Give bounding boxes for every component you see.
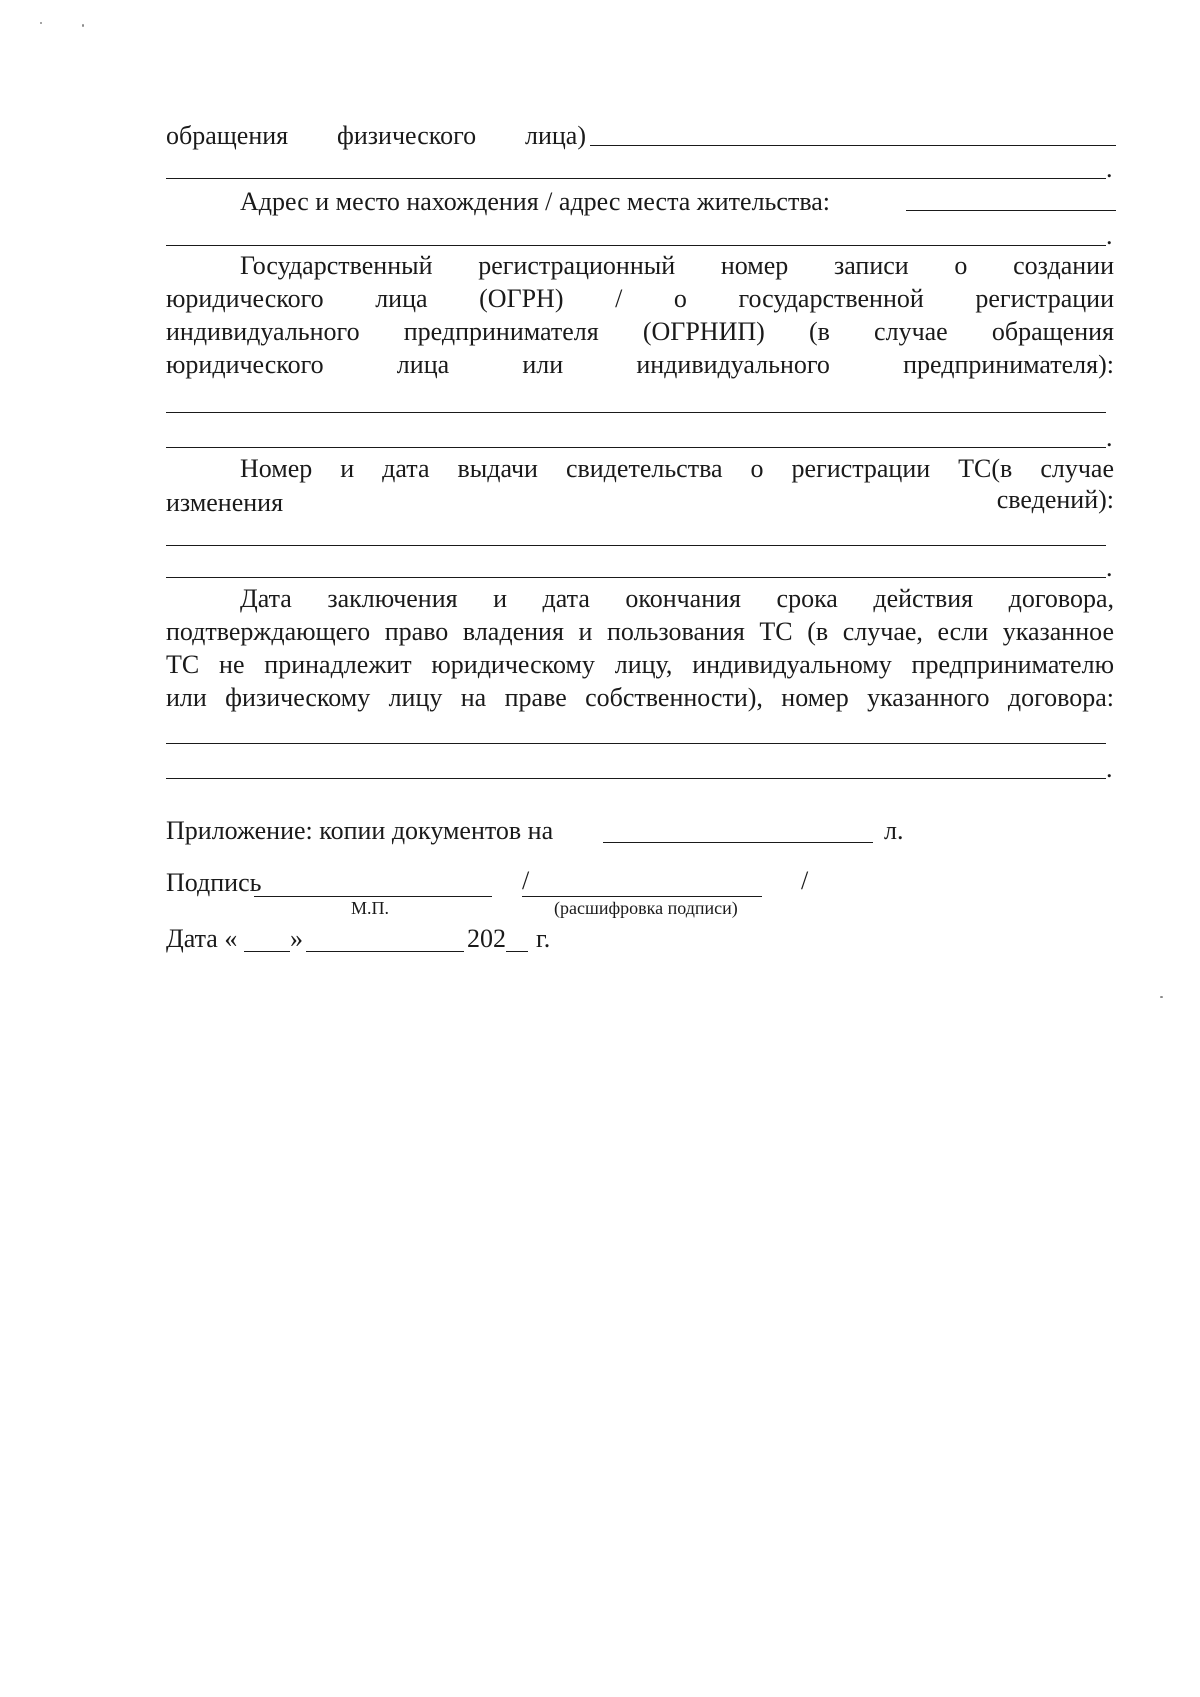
text-certificate-line-2a: изменения bbox=[166, 488, 284, 517]
field-line-certificate-1[interactable] bbox=[166, 545, 1106, 546]
text-ogrn-line-4: юридического лица или индивидуального предпринимателя): bbox=[166, 350, 1114, 379]
signature-slash-1: / bbox=[522, 866, 530, 895]
field-line-1[interactable] bbox=[590, 145, 1116, 146]
signature-decoding-field[interactable] bbox=[522, 896, 762, 897]
attachment-unit: л. bbox=[884, 816, 904, 845]
signature-label: Подпись bbox=[166, 868, 262, 897]
scan-speck bbox=[1160, 996, 1163, 998]
text-certificate-line-1: Номер и дата выдачи свидетельства о регистрации ТС(в случае bbox=[240, 454, 1114, 483]
text-contract-line-3: ТС не принадлежит юридическому лицу, индивидуальному предпринимателю bbox=[166, 650, 1114, 679]
period: . bbox=[1106, 154, 1113, 183]
text-ogrn-line-1: Государственный регистрационный номер записи о создании bbox=[240, 251, 1114, 280]
date-label: Дата « bbox=[166, 924, 238, 953]
date-close-quote: » bbox=[290, 924, 303, 953]
date-month-field[interactable] bbox=[306, 951, 464, 952]
period: . bbox=[1106, 423, 1113, 452]
scan-speck bbox=[82, 24, 84, 27]
signature-slash-2: / bbox=[801, 866, 809, 895]
field-line-address[interactable] bbox=[906, 210, 1116, 211]
text-individual-appeal: обращения физического лица) bbox=[166, 121, 586, 150]
scan-speck bbox=[40, 22, 42, 24]
text-certificate-line-2b: сведений): bbox=[996, 485, 1114, 514]
stamp-label: М.П. bbox=[351, 898, 390, 918]
text-contract-line-4: или физическому лицу на праве собственности), номер указанного договора: bbox=[166, 683, 1114, 712]
field-line-contract-2[interactable] bbox=[166, 778, 1106, 779]
period: . bbox=[1106, 553, 1113, 582]
text-contract-line-2: подтверждающего право владения и пользования ТС (в случае, если указанное bbox=[166, 617, 1114, 646]
date-year-suffix: г. bbox=[536, 924, 551, 953]
date-year-prefix: 202 bbox=[467, 924, 506, 953]
period: . bbox=[1106, 221, 1113, 250]
text-ogrn-line-3: индивидуального предпринимателя (ОГРНИП) (в случае обращения bbox=[166, 317, 1114, 346]
field-line-2[interactable] bbox=[166, 178, 1106, 179]
date-day-field[interactable] bbox=[244, 951, 290, 952]
date-year-field[interactable] bbox=[506, 951, 528, 952]
text-contract-line-1: Дата заключения и дата окончания срока действия договора, bbox=[240, 584, 1114, 613]
field-line-ogrn-1[interactable] bbox=[166, 412, 1106, 413]
attachment-pages-field[interactable] bbox=[603, 842, 873, 843]
period: . bbox=[1106, 754, 1113, 783]
field-line-ogrn-2[interactable] bbox=[166, 447, 1106, 448]
field-line-contract-1[interactable] bbox=[166, 743, 1106, 744]
signature-decoding-label: (расшифровка подписи) bbox=[554, 898, 738, 918]
field-line-address-2[interactable] bbox=[166, 245, 1106, 246]
text-ogrn-line-2: юридического лица (ОГРН) / о государственной регистрации bbox=[166, 284, 1114, 313]
field-line-certificate-2[interactable] bbox=[166, 577, 1106, 578]
signature-field[interactable] bbox=[254, 896, 492, 897]
text-address-label: Адрес и место нахождения / адрес места жительства: bbox=[240, 187, 831, 216]
attachment-label: Приложение: копии документов на bbox=[166, 816, 554, 845]
